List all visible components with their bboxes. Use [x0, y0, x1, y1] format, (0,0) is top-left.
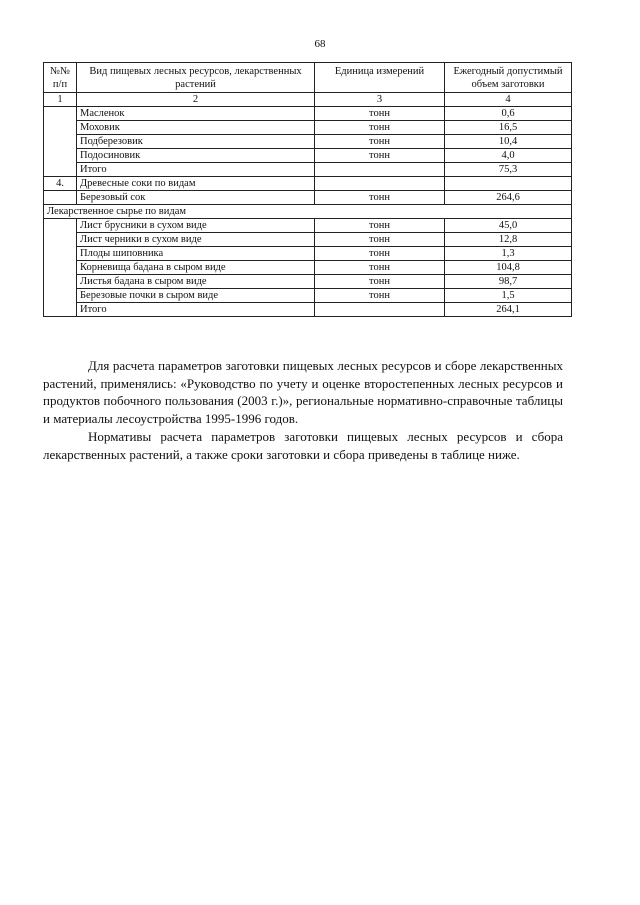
col-number: 3	[315, 93, 445, 107]
value-cell: 75,3	[445, 163, 572, 177]
table-row	[44, 121, 572, 135]
table-row	[44, 275, 572, 289]
resource-name: Корневища бадана в сыром виде	[77, 261, 315, 275]
resources-table	[43, 62, 572, 317]
header-num: №№ п/п	[44, 63, 77, 93]
value-cell: 1,5	[445, 289, 572, 303]
header-type: Вид пищевых лесных ресурсов, лекарственных растений	[77, 63, 315, 93]
value-cell: 104,8	[445, 261, 572, 275]
row-number-cell	[44, 107, 77, 177]
page-number: 68	[314, 38, 326, 50]
value-cell: 45,0	[445, 219, 572, 233]
value-cell: 4,0	[445, 149, 572, 163]
table-row	[44, 289, 572, 303]
value-cell: 10,4	[445, 135, 572, 149]
unit-cell: тонн	[315, 275, 445, 289]
resource-name: Моховик	[77, 121, 315, 135]
resource-name: Плоды шиповника	[77, 247, 315, 261]
table-row	[44, 135, 572, 149]
resource-name: Итого	[77, 303, 315, 317]
unit-cell	[315, 303, 445, 317]
paragraph	[43, 428, 563, 463]
col-number: 2	[77, 93, 315, 107]
unit-cell: тонн	[315, 121, 445, 135]
resource-name: Березовый сок	[77, 191, 315, 205]
unit-cell: тонн	[315, 107, 445, 121]
table-row	[44, 149, 572, 163]
table-row	[44, 233, 572, 247]
row-number-cell	[44, 191, 77, 205]
header-unit: Единица измерений	[315, 63, 445, 93]
row-number-cell	[44, 219, 77, 317]
value-cell: 12,8	[445, 233, 572, 247]
table-row	[44, 247, 572, 261]
resource-name: Итого	[77, 163, 315, 177]
table-header-row	[44, 63, 572, 93]
value-cell: 98,7	[445, 275, 572, 289]
paragraph	[43, 357, 563, 427]
value-cell: 264,6	[445, 191, 572, 205]
section-title: Древесные соки по видам	[77, 177, 315, 191]
unit-cell: тонн	[315, 135, 445, 149]
table-row	[44, 219, 572, 233]
section-number: 4.	[44, 177, 77, 191]
table-row	[44, 261, 572, 275]
unit-cell	[315, 163, 445, 177]
paragraph-text: Нормативы расчета параметров заготовки пищевых лесных ресурсов и сбора лекарственных растений, а также сроки заготовки и сбора приведены в таблице ниже.	[43, 429, 563, 462]
resource-name: Лист черники в сухом виде	[77, 233, 315, 247]
column-numbers-row	[44, 93, 572, 107]
resource-name: Подосиновик	[77, 149, 315, 163]
table-row	[44, 191, 572, 205]
unit-cell: тонн	[315, 191, 445, 205]
empty-cell	[445, 177, 572, 191]
section-header-row	[44, 205, 572, 219]
paragraph-text: Для расчета параметров заготовки пищевых лесных ресурсов и сборе лекарственных растений, применялись: «Руководство по учету и оценке второстепенных лесных ресурсов и продуктов побочного пользования (2003 г.)», региональные нормативно-справочные таблицы и материалы лесоустройства 1995-1996 годов.	[43, 358, 563, 426]
unit-cell: тонн	[315, 261, 445, 275]
unit-cell: тонн	[315, 149, 445, 163]
value-cell: 0,6	[445, 107, 572, 121]
unit-cell: тонн	[315, 219, 445, 233]
header-volume: Ежегодный допустимый объем заготовки	[445, 63, 572, 93]
resource-name: Листья бадана в сыром виде	[77, 275, 315, 289]
section-header-row	[44, 177, 572, 191]
resource-name: Масленок	[77, 107, 315, 121]
value-cell: 1,3	[445, 247, 572, 261]
unit-cell: тонн	[315, 247, 445, 261]
table-row	[44, 107, 572, 121]
unit-cell: тонн	[315, 289, 445, 303]
resource-name: Лист брусники в сухом виде	[77, 219, 315, 233]
unit-cell: тонн	[315, 233, 445, 247]
col-number: 1	[44, 93, 77, 107]
empty-cell	[315, 177, 445, 191]
total-row	[44, 303, 572, 317]
total-row	[44, 163, 572, 177]
body-text	[43, 357, 563, 463]
resource-name: Березовые почки в сыром виде	[77, 289, 315, 303]
section-title: Лекарственное сырье по видам	[44, 205, 572, 219]
value-cell: 264,1	[445, 303, 572, 317]
value-cell: 16,5	[445, 121, 572, 135]
resource-name: Подберезовик	[77, 135, 315, 149]
col-number: 4	[445, 93, 572, 107]
